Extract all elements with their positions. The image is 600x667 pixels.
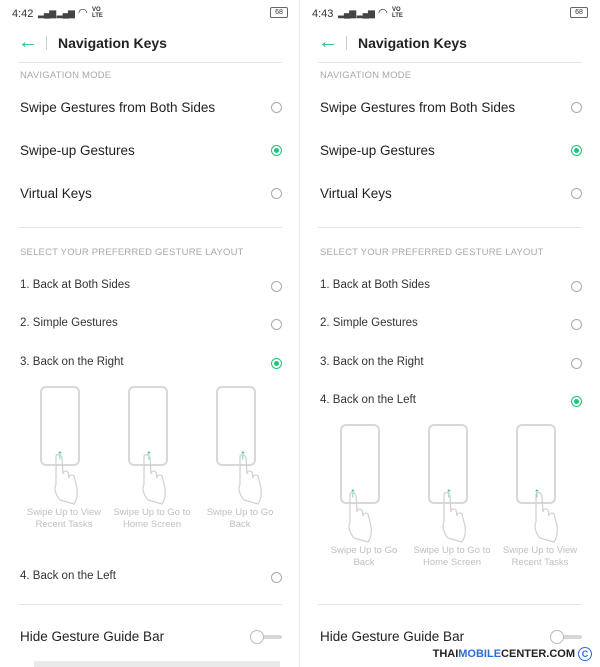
battery-icon: 68 <box>270 7 288 18</box>
mode-option-label: Virtual Keys <box>320 186 392 201</box>
swipe-up-arrow-icon: ↑ <box>56 446 64 462</box>
layout-option-label: 3. Back on the Right <box>20 356 124 368</box>
gesture-illustration <box>22 386 106 546</box>
hide-gesture-bar-row[interactable] <box>20 622 282 652</box>
radio-selected-icon[interactable] <box>271 145 282 156</box>
mode-option-virtual-keys[interactable] <box>320 179 582 209</box>
wifi-icon: ◠ <box>78 7 88 19</box>
watermark-logo <box>433 647 592 663</box>
layout-option-1[interactable] <box>320 272 582 302</box>
mode-option-label: Swipe-up Gestures <box>320 143 435 158</box>
radio-icon[interactable] <box>571 281 582 292</box>
volte-indicator: VO LTE <box>92 7 103 19</box>
copyright-icon: C <box>578 647 592 661</box>
radio-icon[interactable] <box>571 188 582 199</box>
toggle-icon[interactable] <box>250 630 282 644</box>
hand-gesture-icon <box>440 492 468 544</box>
layout-option-label: 3. Back on the Right <box>320 356 424 368</box>
status-time: 4:42 <box>12 8 34 20</box>
gesture-illustration <box>498 424 582 584</box>
gesture-illustration <box>410 424 494 584</box>
wifi-icon: ◠ <box>378 7 388 19</box>
radio-selected-icon[interactable] <box>571 145 582 156</box>
appbar-separator <box>346 36 347 50</box>
layout-option-3[interactable] <box>20 349 282 379</box>
mode-option-label: Virtual Keys <box>20 186 92 201</box>
radio-icon[interactable] <box>571 102 582 113</box>
swipe-up-arrow-icon: ↑ <box>145 446 153 462</box>
layout-option-label: 2. Simple Gestures <box>320 317 418 329</box>
mode-option-both-sides[interactable] <box>20 93 282 123</box>
gesture-caption: Swipe Up to View Recent Tasks <box>502 545 578 568</box>
radio-selected-icon[interactable] <box>271 358 282 369</box>
layout-option-2[interactable] <box>320 310 582 340</box>
gesture-caption: Swipe Up to View Recent Tasks <box>26 507 102 530</box>
gesture-illustrations <box>20 386 282 546</box>
section-divider <box>18 227 282 228</box>
app-bar <box>0 30 300 58</box>
layout-option-4[interactable] <box>320 387 582 417</box>
status-bar <box>312 6 588 22</box>
right-phone-screen <box>300 0 600 667</box>
radio-icon[interactable] <box>571 319 582 330</box>
back-arrow-icon[interactable]: ← <box>318 31 338 53</box>
swipe-up-arrow-icon: ↑ <box>349 484 357 500</box>
swipe-up-arrow-icon: ↑ <box>533 484 541 500</box>
layout-option-1[interactable] <box>20 272 282 302</box>
mode-option-label: Swipe Gestures from Both Sides <box>320 100 516 115</box>
gesture-caption: Swipe Up to Go to Home Screen <box>413 545 491 568</box>
layout-option-label: 1. Back at Both Sides <box>320 279 430 291</box>
swipe-up-arrow-icon: ↑ <box>445 484 453 500</box>
section-divider <box>18 604 282 605</box>
section-header-navigation-mode: NAVIGATION MODE <box>20 70 112 81</box>
gesture-illustration <box>110 386 194 546</box>
swipe-up-arrow-icon: ↑ <box>239 446 247 462</box>
layout-option-4[interactable] <box>20 563 282 593</box>
gesture-caption: Swipe Up to Go Back <box>206 507 274 530</box>
gesture-illustration <box>198 386 282 546</box>
section-divider <box>318 604 582 605</box>
signal-icon: ▂▄▆ ▂▄▆ <box>38 8 74 18</box>
gesture-illustrations <box>320 424 582 584</box>
battery-icon: 68 <box>570 7 588 18</box>
hand-gesture-icon <box>346 492 374 544</box>
layout-option-label: 4. Back on the Left <box>320 394 416 406</box>
radio-icon[interactable] <box>271 572 282 583</box>
bottom-divider <box>34 661 280 667</box>
hand-gesture-icon <box>140 454 168 506</box>
radio-icon[interactable] <box>271 319 282 330</box>
page-title: Navigation Keys <box>358 35 467 51</box>
radio-icon[interactable] <box>271 102 282 113</box>
signal-icon: ▂▄▆ ▂▄▆ <box>338 8 374 18</box>
gesture-caption: Swipe Up to Go to Home Screen <box>113 507 191 530</box>
appbar-divider <box>18 62 282 63</box>
hand-gesture-icon <box>52 454 80 506</box>
hide-gesture-bar-label: Hide Gesture Guide Bar <box>20 629 165 644</box>
mode-option-label: Swipe Gestures from Both Sides <box>20 100 216 115</box>
volte-indicator: VO LTE <box>392 7 403 19</box>
mode-option-label: Swipe-up Gestures <box>20 143 135 158</box>
status-bar <box>12 6 288 22</box>
app-bar <box>300 30 600 58</box>
layout-option-2[interactable] <box>20 310 282 340</box>
layout-option-3[interactable] <box>320 349 582 379</box>
section-header-gesture-layout: SELECT YOUR PREFERRED GESTURE LAYOUT <box>20 247 244 258</box>
hide-gesture-bar-label: Hide Gesture Guide Bar <box>320 629 465 644</box>
appbar-separator <box>46 36 47 50</box>
gesture-illustration <box>322 424 406 584</box>
watermark-text-part3: CENTER.COM <box>501 647 575 660</box>
toggle-icon[interactable] <box>550 630 582 644</box>
radio-icon[interactable] <box>271 281 282 292</box>
hand-gesture-icon <box>236 454 264 506</box>
appbar-divider <box>318 62 582 63</box>
section-divider <box>318 227 582 228</box>
section-header-gesture-layout: SELECT YOUR PREFERRED GESTURE LAYOUT <box>320 247 544 258</box>
layout-option-label: 2. Simple Gestures <box>20 317 118 329</box>
mode-option-both-sides[interactable] <box>320 93 582 123</box>
watermark-text-part1: THAI <box>432 647 459 660</box>
layout-option-label: 4. Back on the Left <box>20 570 116 582</box>
mode-option-swipe-up[interactable] <box>20 136 282 166</box>
status-time: 4:43 <box>312 8 334 20</box>
layout-option-label: 1. Back at Both Sides <box>20 279 130 291</box>
page-title: Navigation Keys <box>58 35 167 51</box>
gesture-caption: Swipe Up to Go Back <box>330 545 398 568</box>
mode-option-virtual-keys[interactable] <box>20 179 282 209</box>
watermark-text-part2: MOBILE <box>458 647 502 660</box>
hand-gesture-icon <box>532 492 560 544</box>
section-header-navigation-mode: NAVIGATION MODE <box>320 70 412 81</box>
mode-option-swipe-up[interactable] <box>320 136 582 166</box>
radio-icon[interactable] <box>571 358 582 369</box>
radio-selected-icon[interactable] <box>571 396 582 407</box>
radio-icon[interactable] <box>271 188 282 199</box>
back-arrow-icon[interactable]: ← <box>18 31 38 53</box>
